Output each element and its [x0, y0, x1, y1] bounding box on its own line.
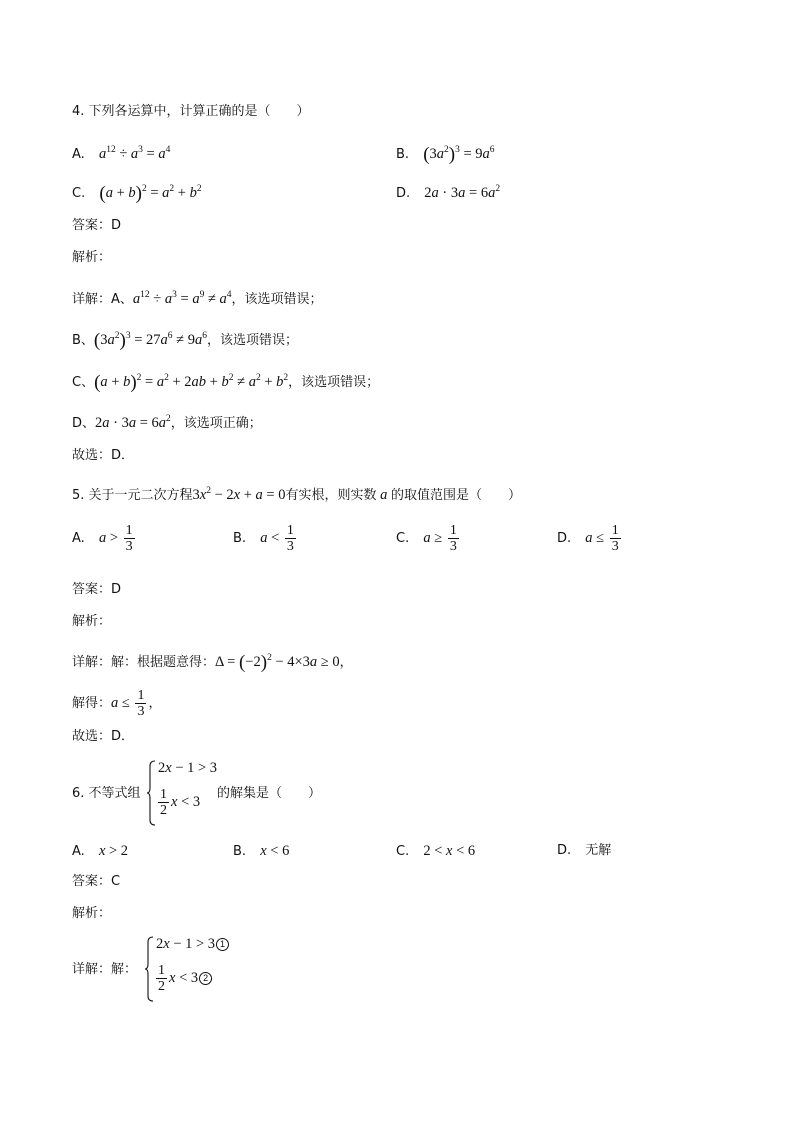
q6-circle-2: 2: [199, 972, 212, 985]
q5-option-b-label: B.: [233, 530, 247, 546]
q6-option-b: [233, 841, 289, 862]
q6-stem-suffix: 的解集是（ ）: [217, 786, 322, 801]
q4-detail-b-formula: $(3a^2)^3 = 27a^6 \ne 9a^6$: [93, 330, 207, 351]
q6-option-c: [396, 841, 475, 862]
q4-option-d: [396, 179, 500, 204]
q6-option-b-label: B.: [233, 844, 247, 859]
q5-option-b-formula: a < $\frac{1}{3}$: [260, 523, 294, 554]
q4-option-d-formula: $2a \cdot 3a = 6a^2$: [424, 184, 501, 201]
q5-stem-middle: 有实根，则实数: [285, 488, 377, 503]
q6-analysis-label: 解析：: [72, 906, 112, 921]
q5-detail-formula: $\Delta = (-2)^2 - 4\times 3a \ge 0$: [215, 652, 340, 673]
q4-detail-a-prefix: 详解：A、: [72, 292, 133, 307]
q6-detail-prefix: 详解：解：: [72, 962, 138, 977]
q6-option-d-label: D.: [557, 843, 572, 858]
q4-detail-c: [72, 368, 379, 393]
q5-option-a: [72, 523, 137, 554]
q4-detail-b-suffix: ，该选项错误；: [206, 333, 298, 348]
q5-option-d: [557, 523, 623, 554]
q5-detail: [72, 648, 353, 673]
q5-stem-var: a: [376, 487, 391, 503]
q4-detail-b: [72, 326, 298, 351]
q4-option-c: [72, 179, 202, 204]
q4-choose: 故选：D．: [72, 448, 135, 463]
q5-stem-suffix: 的取值范围是（ ）: [391, 488, 522, 503]
q4-detail-b-prefix: B、: [72, 333, 94, 348]
q4-detail-d-suffix: ，该选项正确；: [170, 416, 262, 431]
q4-option-b: [396, 140, 495, 165]
q4-option-a-label: A.: [72, 147, 85, 162]
q5-solve-prefix: 解得：: [72, 695, 112, 711]
q5-solve-suffix: ，: [148, 695, 162, 711]
q6-detail-ineq-2: $\frac{1}{2}$ x < 3 2: [154, 963, 212, 994]
q4-stem: 4. 下列各运算中，计算正确的是（ ）: [72, 104, 310, 119]
q5-option-d-label: D.: [557, 530, 572, 546]
q4-option-a-formula: $a^{12} \div a^3 = a^4$: [98, 145, 171, 162]
q6-option-a: [72, 841, 128, 862]
q5-detail-suffix: ，: [339, 655, 353, 670]
q5-option-d-formula: a ≤ $\frac{1}{3}$: [585, 523, 619, 554]
q5-option-a-label: A.: [72, 530, 85, 546]
q5-option-c-formula: a ≥ $\frac{1}{3}$: [423, 523, 457, 554]
q4-detail-a-formula: $a^{12} \div a^3 = a^9 \ne a^4$: [132, 290, 232, 307]
q4-detail-c-prefix: C、: [72, 375, 95, 390]
q4-detail-d: [72, 409, 262, 434]
q5-stem: [72, 481, 521, 506]
q6-option-c-formula: 2 < x < 6: [423, 843, 476, 859]
q5-answer: 答案：D: [72, 582, 122, 597]
q4-option-c-formula: $(a + b)^2 = a^2 + b^2$: [99, 183, 202, 204]
q4-detail-d-prefix: D、: [72, 416, 96, 431]
q6-option-d: [557, 841, 611, 861]
q5-option-a-formula: a > $\frac{1}{3}$: [98, 523, 133, 554]
q4-detail-c-suffix: ，该选项错误；: [288, 375, 380, 390]
q6-option-c-label: C.: [396, 844, 410, 859]
q4-detail-a: [72, 285, 323, 310]
q6-answer: 答案：C: [72, 874, 121, 889]
q4-analysis-label: 解析：: [72, 250, 112, 265]
q5-solve: [72, 688, 162, 719]
q5-stem-prefix: 5. 关于一元二次方程: [72, 488, 193, 503]
q5-analysis-label: 解析：: [72, 614, 112, 629]
q4-detail-c-formula: $(a + b)^2 = a^2 + 2ab + b^2 \ne a^2 + b^2$: [94, 372, 289, 393]
q4-option-b-formula: $(3a^2)^3 = 9a^6$: [423, 144, 495, 165]
q5-detail-prefix: 详解：解：根据题意得：: [72, 655, 216, 670]
q5-option-c-label: C.: [396, 530, 410, 546]
q6-detail-ineq-1: 2x − 1 > 3 1: [156, 936, 229, 953]
q4-option-d-label: D.: [396, 186, 411, 201]
q4-detail-d-formula: $2a \cdot 3a = 6a^2$: [95, 414, 171, 431]
q4-option-b-label: B.: [396, 147, 410, 162]
q5-choose: 故选：D．: [72, 729, 135, 744]
q5-solve-formula: a ≤ $\frac{1}{3}$: [111, 688, 145, 719]
q4-option-a: [72, 140, 170, 165]
q5-stem-equation: $3x^2 - 2x + a = 0$: [192, 486, 286, 503]
q6-stem-prefix: 6. 不等式组: [72, 786, 141, 801]
q6-stem-brace: [146, 760, 156, 826]
q6-detail-system: [144, 934, 244, 1004]
q4-option-c-label: C.: [72, 186, 86, 201]
q6-stem-ineq-1: 2x − 1 > 3: [158, 760, 218, 776]
q6-option-a-formula: x > 2: [98, 843, 129, 859]
q5-option-b: [233, 523, 298, 554]
q5-option-c: [396, 523, 461, 554]
q4-detail-a-suffix: ，该选项错误；: [231, 292, 323, 307]
q6-option-a-label: A.: [72, 844, 85, 859]
q4-answer: 答案：D: [72, 218, 122, 233]
q6-circle-1: 1: [216, 938, 229, 951]
q6-stem-ineq-2: $\frac{1}{2}$ x < 3: [160, 787, 201, 818]
q6-option-d-text: 无解: [585, 843, 612, 858]
q6-stem-system: [146, 758, 226, 828]
q6-option-b-formula: x < 6: [260, 843, 290, 859]
q6-detail-brace: [144, 936, 154, 1002]
